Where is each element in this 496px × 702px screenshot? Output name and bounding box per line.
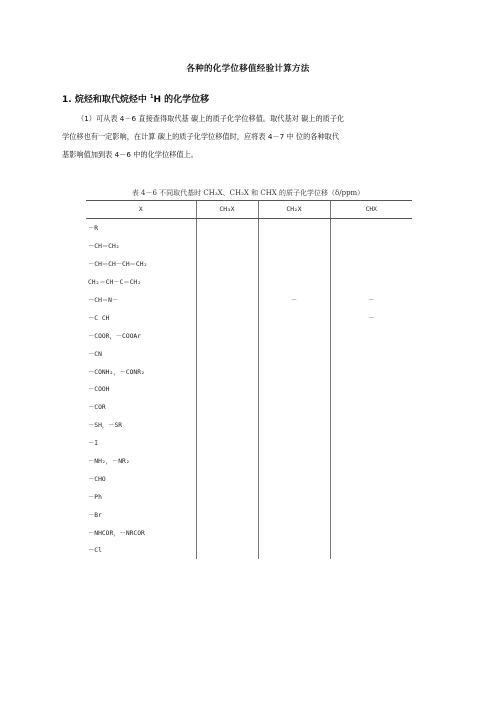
shift-cell xyxy=(258,308,330,326)
table-row xyxy=(86,237,412,255)
shift-cell xyxy=(258,380,330,398)
substituent-cell: －COR xyxy=(88,404,106,412)
shift-cell xyxy=(258,523,330,541)
shift-cell xyxy=(258,452,330,470)
page-title: 各种的化学位移值经验计算方法 xyxy=(186,64,310,74)
shift-cell xyxy=(330,380,412,398)
header-chx: CHX xyxy=(330,201,412,219)
shift-cell xyxy=(196,541,258,559)
table-row xyxy=(86,416,412,434)
shift-cell xyxy=(196,291,258,309)
substituent-cell: －CONH₂，－CONR₂ xyxy=(88,368,145,376)
substituent-cell: －CH＝CH－CH＝CH₂ xyxy=(88,261,148,269)
shift-cell xyxy=(330,452,412,470)
shift-cell: － xyxy=(330,291,412,309)
shift-cell xyxy=(258,255,330,273)
table-row xyxy=(86,487,412,505)
shift-table xyxy=(86,200,412,559)
shift-cell xyxy=(330,487,412,505)
substituent-cell: －Br xyxy=(88,511,102,519)
shift-cell xyxy=(330,505,412,523)
table-row xyxy=(86,398,412,416)
substituent-cell: －CH＝CH₂ xyxy=(88,243,120,251)
shift-cell xyxy=(258,398,330,416)
table-row xyxy=(86,273,412,291)
paragraph-line: 基影响值加到表 4－6 中的化学位移值上。 xyxy=(62,150,198,159)
substituent-cell: －C CH xyxy=(88,314,110,322)
shift-cell xyxy=(330,398,412,416)
table-row xyxy=(86,505,412,523)
substituent-cell: －CHO xyxy=(88,475,106,483)
shift-cell xyxy=(196,416,258,434)
table-row xyxy=(86,344,412,362)
body-paragraph xyxy=(62,110,440,164)
substituent-cell: －NHCOR，－NRCOR xyxy=(88,529,145,537)
section-heading xyxy=(62,92,209,105)
shift-cell xyxy=(258,344,330,362)
shift-cell xyxy=(330,219,412,237)
shift-cell xyxy=(330,362,412,380)
shift-cell: － xyxy=(330,308,412,326)
table-body xyxy=(86,219,412,559)
shift-cell xyxy=(196,255,258,273)
substituent-cell: －I xyxy=(88,440,99,448)
substituent-cell: －R xyxy=(88,225,99,233)
paragraph-line: （1）可从表 4－6 直接查得取代基 碳上的质子化学位移值。取代基对 碳上的质子化 xyxy=(77,114,345,123)
shift-cell xyxy=(258,541,330,559)
header-x: X xyxy=(86,201,196,219)
shift-cell xyxy=(196,344,258,362)
shift-cell xyxy=(196,273,258,291)
table-row xyxy=(86,434,412,452)
shift-cell xyxy=(196,237,258,255)
table-row xyxy=(86,219,412,237)
shift-cell xyxy=(330,416,412,434)
shift-cell xyxy=(258,469,330,487)
substituent-cell: －Ph xyxy=(88,493,102,501)
section-heading-suffix: H 的化学位移 xyxy=(153,95,210,105)
shift-cell xyxy=(258,505,330,523)
shift-cell xyxy=(196,487,258,505)
paragraph-line: 学位移也有一定影响，在计算 碳上的质子化学位移值时，应将表 4－7 中 位的各种取代 xyxy=(62,132,340,141)
shift-cell: － xyxy=(258,291,330,309)
shift-cell xyxy=(330,237,412,255)
substituent-cell: －NH₂，－NR₂ xyxy=(88,458,130,466)
table-row xyxy=(86,326,412,344)
shift-cell xyxy=(330,255,412,273)
shift-cell xyxy=(196,326,258,344)
shift-cell xyxy=(258,273,330,291)
substituent-cell: －CH＝N－ xyxy=(88,297,119,304)
shift-cell xyxy=(258,326,330,344)
section-heading-sup: 1 xyxy=(149,94,154,100)
header-ch3x: CH₃X xyxy=(196,201,258,219)
shift-cell xyxy=(196,434,258,452)
table-header-row xyxy=(86,201,412,219)
shift-cell xyxy=(330,434,412,452)
substituent-cell: －Cl xyxy=(88,547,102,555)
table-row xyxy=(86,308,412,326)
shift-cell xyxy=(330,523,412,541)
table-row xyxy=(86,255,412,273)
shift-cell xyxy=(196,523,258,541)
shift-cell xyxy=(196,308,258,326)
table-row xyxy=(86,523,412,541)
substituent-cell: －SH，－SR xyxy=(88,422,123,430)
shift-cell xyxy=(258,434,330,452)
header-ch2x: CH₂X xyxy=(258,201,330,219)
table-row xyxy=(86,291,412,309)
substituent-cell: －COOH xyxy=(88,386,110,394)
table-caption: 表 4－6 不同取代基时 CH₃X、CH₂X 和 CHX 的质子化学位移（δ/ppm） xyxy=(131,189,365,197)
shift-cell xyxy=(258,237,330,255)
shift-cell xyxy=(330,469,412,487)
shift-cell xyxy=(330,541,412,559)
shift-cell xyxy=(196,505,258,523)
shift-cell xyxy=(196,452,258,470)
shift-cell xyxy=(196,380,258,398)
shift-cell xyxy=(196,398,258,416)
substituent-cell: －COOR，－COOAr xyxy=(88,332,142,340)
table-row xyxy=(86,362,412,380)
shift-cell xyxy=(258,416,330,434)
shift-cell xyxy=(258,362,330,380)
shift-cell xyxy=(330,326,412,344)
shift-cell xyxy=(258,219,330,237)
shift-cell xyxy=(330,273,412,291)
shift-cell xyxy=(258,487,330,505)
table-row xyxy=(86,380,412,398)
table-row xyxy=(86,469,412,487)
shift-cell xyxy=(196,469,258,487)
section-heading-prefix: 1. 烷烃和取代烷烃中 xyxy=(62,95,150,105)
table-row xyxy=(86,452,412,470)
shift-cell xyxy=(196,362,258,380)
shift-cell xyxy=(196,219,258,237)
substituent-cell: －CN xyxy=(88,350,102,358)
shift-cell xyxy=(330,344,412,362)
substituent-cell: CH₂＝CH－C＝CH₂ xyxy=(88,279,142,287)
table-row xyxy=(86,541,412,559)
